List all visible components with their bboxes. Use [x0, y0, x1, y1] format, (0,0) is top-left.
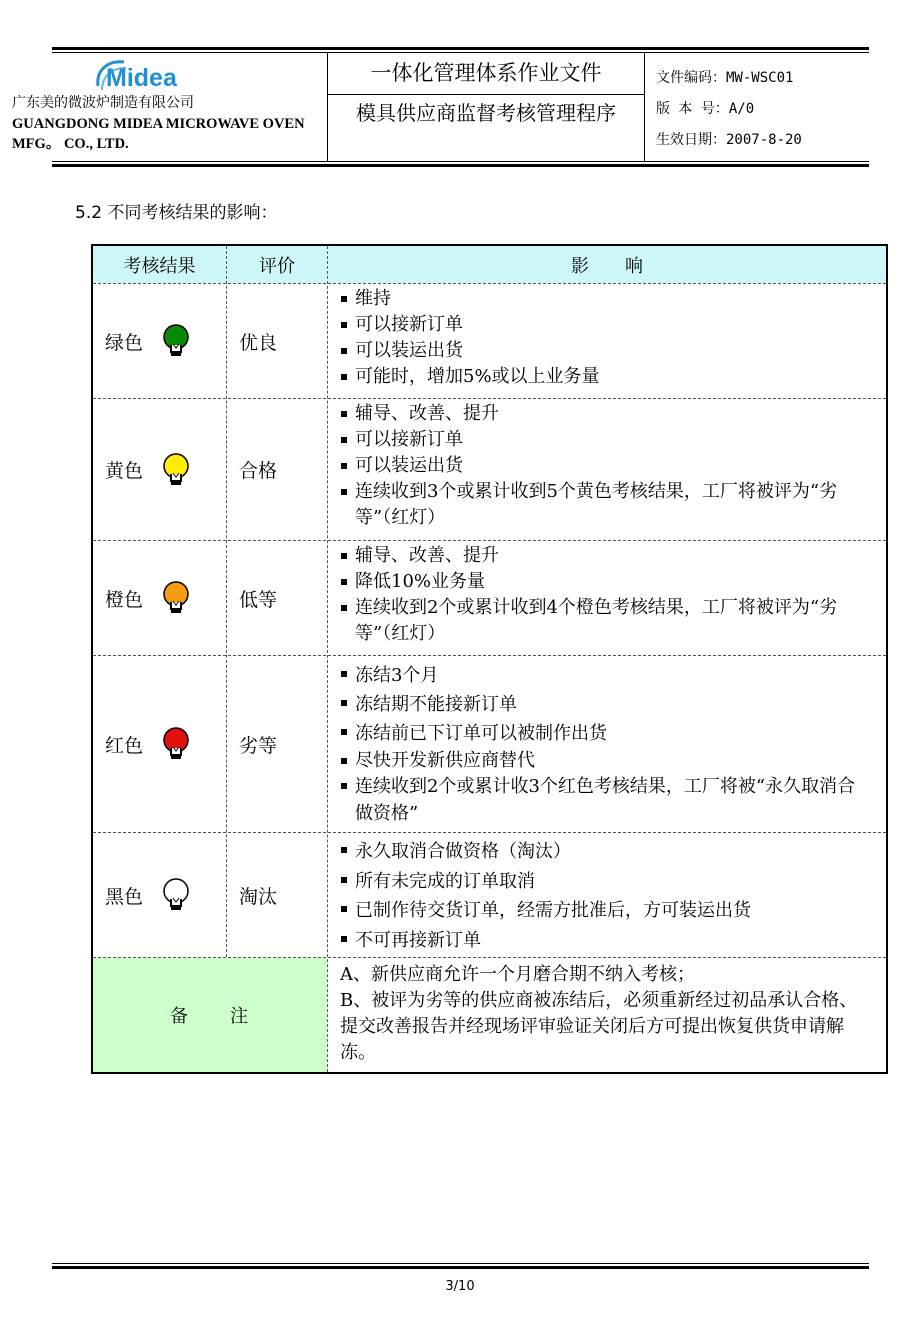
red-bulb-icon — [161, 727, 195, 761]
doc-title — [328, 96, 644, 162]
row-divider — [93, 957, 886, 958]
result-cell-black — [93, 833, 226, 957]
effect-item: 永久取消合做资格（淘汰） — [340, 837, 886, 867]
evaluation-cell-eliminated: 淘汰 — [239, 885, 278, 908]
col-divider — [226, 246, 227, 957]
header-bottom-rule-thick — [52, 164, 869, 167]
effects-cell-green — [328, 286, 886, 398]
company-name-cn: 广东美的微波炉制造有限公司 — [12, 95, 194, 111]
effect-item: 连续收到2个或累计收3个红色考核结果，工厂将被“永久取消合做资格” — [340, 773, 872, 827]
row-divider — [93, 832, 886, 833]
evaluation-cell-low: 低等 — [239, 588, 278, 611]
result-cell-red — [93, 656, 226, 832]
orange-bulb-icon — [161, 581, 195, 615]
doc-category: 一体化管理体系作业文件 — [370, 61, 602, 85]
section-title: 5.2 不同考核结果的影响： — [75, 203, 278, 223]
yellow-bulb-icon — [161, 453, 195, 487]
company-name-en: GUANGDONG MIDEA MICROWAVE OVEN MFG。 CO., LTD. — [12, 116, 305, 152]
header-divider-2 — [644, 52, 645, 162]
doc-effective-date: 生效日期：2007-8-20 — [656, 132, 802, 148]
header-mid-separator — [328, 94, 644, 95]
footer-rule-thin — [52, 1263, 869, 1264]
doc-code: 文件编码：MW-WSC01 — [656, 70, 794, 86]
col-header-evaluation: 评价 — [227, 246, 327, 283]
doc-version: 版 本 号：A/0 — [656, 101, 755, 117]
green-bulb-icon — [161, 324, 195, 358]
effect-item: 连续收到3个或累计收到5个黄色考核结果，工厂将被评为“劣等”（红灯） — [340, 479, 872, 531]
effects-cell-orange — [328, 543, 886, 655]
notes-label: 备 注 — [93, 958, 327, 1072]
effect-item: 所有未完成的订单取消 — [340, 867, 886, 897]
result-label: 红色 — [105, 734, 144, 757]
effects-cell-red — [328, 661, 886, 832]
effect-item: 辅导、改善、提升 — [340, 543, 872, 569]
row-divider — [93, 283, 886, 284]
effect-item: 尽快开发新供应商替代 — [340, 748, 872, 773]
effects-cell-black — [328, 837, 886, 957]
document-header — [8, 52, 869, 162]
effects-cell-yellow — [328, 401, 886, 540]
effect-item: 冻结3个月 — [340, 661, 872, 690]
evaluation-cell-pass: 合格 — [239, 460, 278, 482]
note-item: B、被评为劣等的供应商被冻结后，必须重新经过初品承认合格、提交改善报告并经现场评审验证关闭后方可提出恢复供货申请解冻。 — [340, 990, 858, 1063]
brand-text: Midea — [106, 64, 177, 92]
footer-rule-thick — [52, 1266, 869, 1269]
header-bottom-rule-thin — [52, 161, 869, 162]
result-cell-green — [93, 284, 226, 398]
page-number: 3/10 — [445, 1279, 475, 1294]
row-divider — [93, 540, 886, 541]
effect-item: 冻结前已下订单可以被制作出货 — [340, 719, 872, 748]
doc-title-text: 模具供应商监督考核管理程序 — [356, 101, 616, 125]
evaluation-cell-excellent: 优良 — [239, 331, 278, 354]
col-header-impact: 影 响 — [328, 246, 886, 283]
evaluation-impact-table — [91, 244, 888, 1074]
white-bulb-icon — [161, 878, 195, 912]
effect-item: 已制作待交货订单，经需方批准后，方可装运出货 — [340, 896, 886, 926]
result-label: 黑色 — [105, 885, 144, 908]
effect-item: 连续收到2个或累计收到4个橙色考核结果，工厂将被评为“劣等”（红灯） — [340, 595, 872, 647]
effect-item: 可能时，增加5%或以上业务量 — [340, 364, 886, 390]
effect-item: 可以装运出货 — [340, 338, 886, 364]
effect-item: 不可再接新订单 — [340, 926, 886, 956]
col-header-result: 考核结果 — [93, 246, 226, 283]
midea-logo — [92, 56, 196, 96]
effect-item: 降低10%业务量 — [340, 569, 872, 595]
company-block — [8, 52, 328, 162]
row-divider — [93, 655, 886, 656]
result-cell-yellow — [93, 399, 226, 540]
result-label: 黄色 — [105, 460, 144, 482]
effect-item: 可以装运出货 — [340, 453, 872, 479]
effect-item: 辅导、改善、提升 — [340, 401, 872, 427]
effect-item: 冻结期不能接新订单 — [340, 690, 872, 719]
col-divider — [327, 246, 328, 1072]
effect-item: 可以接新订单 — [340, 427, 872, 453]
header-top-rule-thick — [52, 47, 869, 50]
result-label: 橙色 — [105, 588, 144, 611]
effect-item: 维持 — [340, 286, 886, 312]
evaluation-cell-poor: 劣等 — [239, 734, 278, 757]
effect-item: 可以接新订单 — [340, 312, 886, 338]
result-label: 绿色 — [105, 331, 144, 354]
row-divider — [93, 398, 886, 399]
note-item: A、新供应商允许一个月磨合期不纳入考核； — [340, 964, 695, 985]
result-cell-orange — [93, 541, 226, 655]
notes-cell — [328, 958, 886, 1072]
